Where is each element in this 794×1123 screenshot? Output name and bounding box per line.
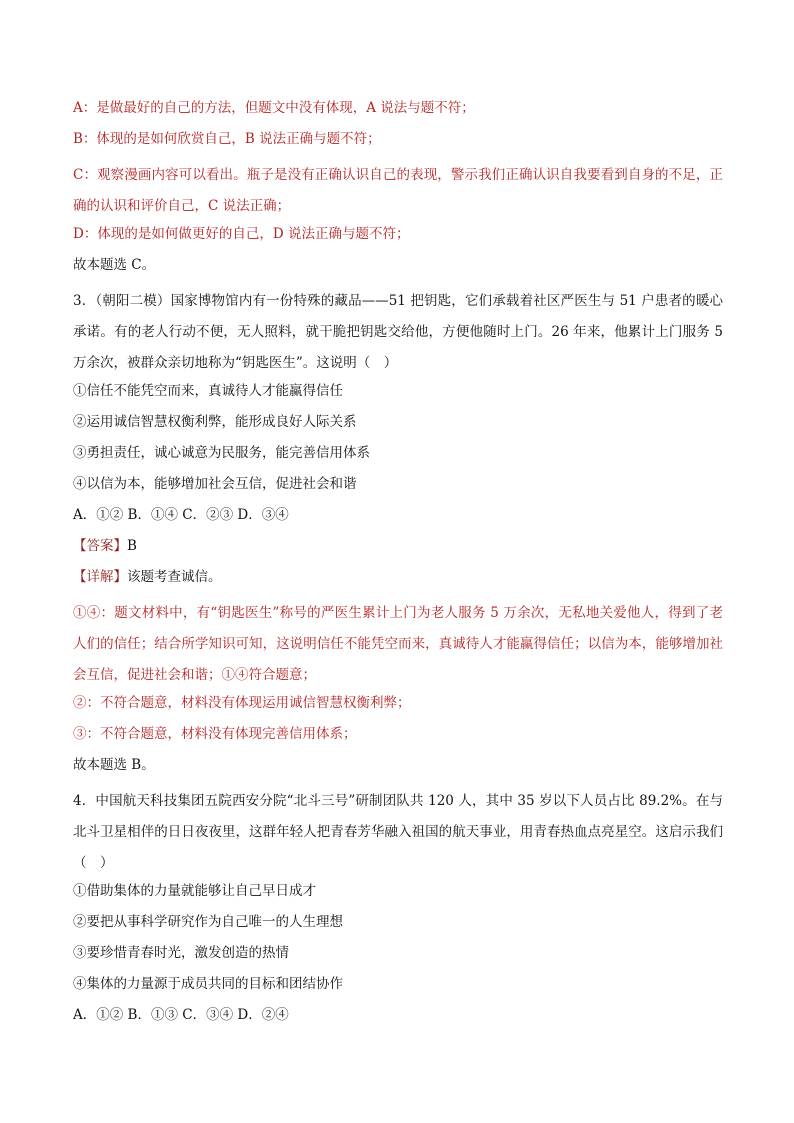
question-4-option-1: ①借助集体的力量就能够让自己早日成才 [73, 883, 316, 899]
question-3-option-4: ④以信为本，能够增加社会互信，促进社会和谐 [73, 476, 357, 492]
question-3-analysis-2: ②：不符合题意，材料没有体现运用诚信智慧权衡利弊； [73, 695, 411, 711]
prev-conclusion: 故本题选 C。 [73, 257, 156, 273]
detail-label: 【详解】 [73, 569, 127, 585]
analysis-option-a: A：是做最好的自己的方法，但题文中没有体现，A 说法与题不符； [73, 100, 475, 116]
question-4-stem: 4．中国航天科技集团五院西安分院“北斗三号”研制团队共 120 人，其中 35 岁以下人员占比 89.2%。在与北斗卫星相伴的日日夜夜里，这群年轻人把青春芳华融入祖国的航天事业，用青春热血点亮星空。这启示我们（ ） [73, 793, 723, 871]
answer-value: B [127, 538, 137, 554]
answer-label: 【答案】 [73, 538, 127, 554]
question-3-stem: 3．（朝阳二模）国家博物馆内有一份特殊的藏品——51 把钥匙，它们承载着社区严医生与 51 户患者的暖心承诺。有的老人行动不便，无人照料，就干脆把钥匙交给他，方便他随时上门。26 年来，他累计上门服务 5 万余次，被群众亲切地称为“钥匙医生”。这说明（ ） [73, 293, 723, 371]
document-page [73, 98, 723, 1036]
analysis-option-c: C：观察漫画内容可以看出。瓶子是没有正确认识自己的表现，警示我们正确认识自我要看到自身的不足，正确的认识和评价自己，C 说法正确； [73, 167, 723, 214]
analysis-option-b: B：体现的是如何欣赏自己，B 说法正确与题不符； [73, 131, 381, 147]
detail-text: 该题考查诚信。 [127, 569, 222, 585]
question-3-detail [73, 567, 723, 587]
question-3-option-3: ③勇担责任，诚心诚意为民服务，能完善信用体系 [73, 445, 370, 461]
analysis-option-d: D：体现的是如何做更好的自己，D 说法正确与题不符； [73, 226, 410, 242]
question-3-conclusion: 故本题选 B。 [73, 757, 155, 773]
question-3-answer [73, 536, 723, 556]
question-4-option-3: ③要珍惜青春时光，激发创造的热情 [73, 945, 289, 961]
question-3-option-1: ①信任不能凭空而来，真诚待人才能赢得信任 [73, 383, 343, 399]
question-4-option-2: ②要把从事科学研究作为自己唯一的人生理想 [73, 914, 343, 930]
question-4-choices: A．①② B．①③ C．③④ D．②④ [73, 1007, 289, 1023]
question-3-option-2: ②运用诚信智慧权衡利弊，能形成良好人际关系 [73, 414, 357, 430]
question-4-option-4: ④集体的力量源于成员共同的目标和团结协作 [73, 976, 343, 992]
question-3-analysis-3: ③：不符合题意，材料没有体现完善信用体系； [73, 726, 357, 742]
question-3-analysis-1: ①④：题文材料中，有“钥匙医生”称号的严医生累计上门为老人服务 5 万余次，无私地关爱他人，得到了老人们的信任；结合所学知识可知，这说明信任不能凭空而来，真诚待人才能赢得信任；以信为本，能够增加社会互信，促进社会和谐；①④符合题意； [73, 605, 723, 683]
question-3-choices: A．①② B．①④ C．②③ D．③④ [73, 507, 289, 523]
